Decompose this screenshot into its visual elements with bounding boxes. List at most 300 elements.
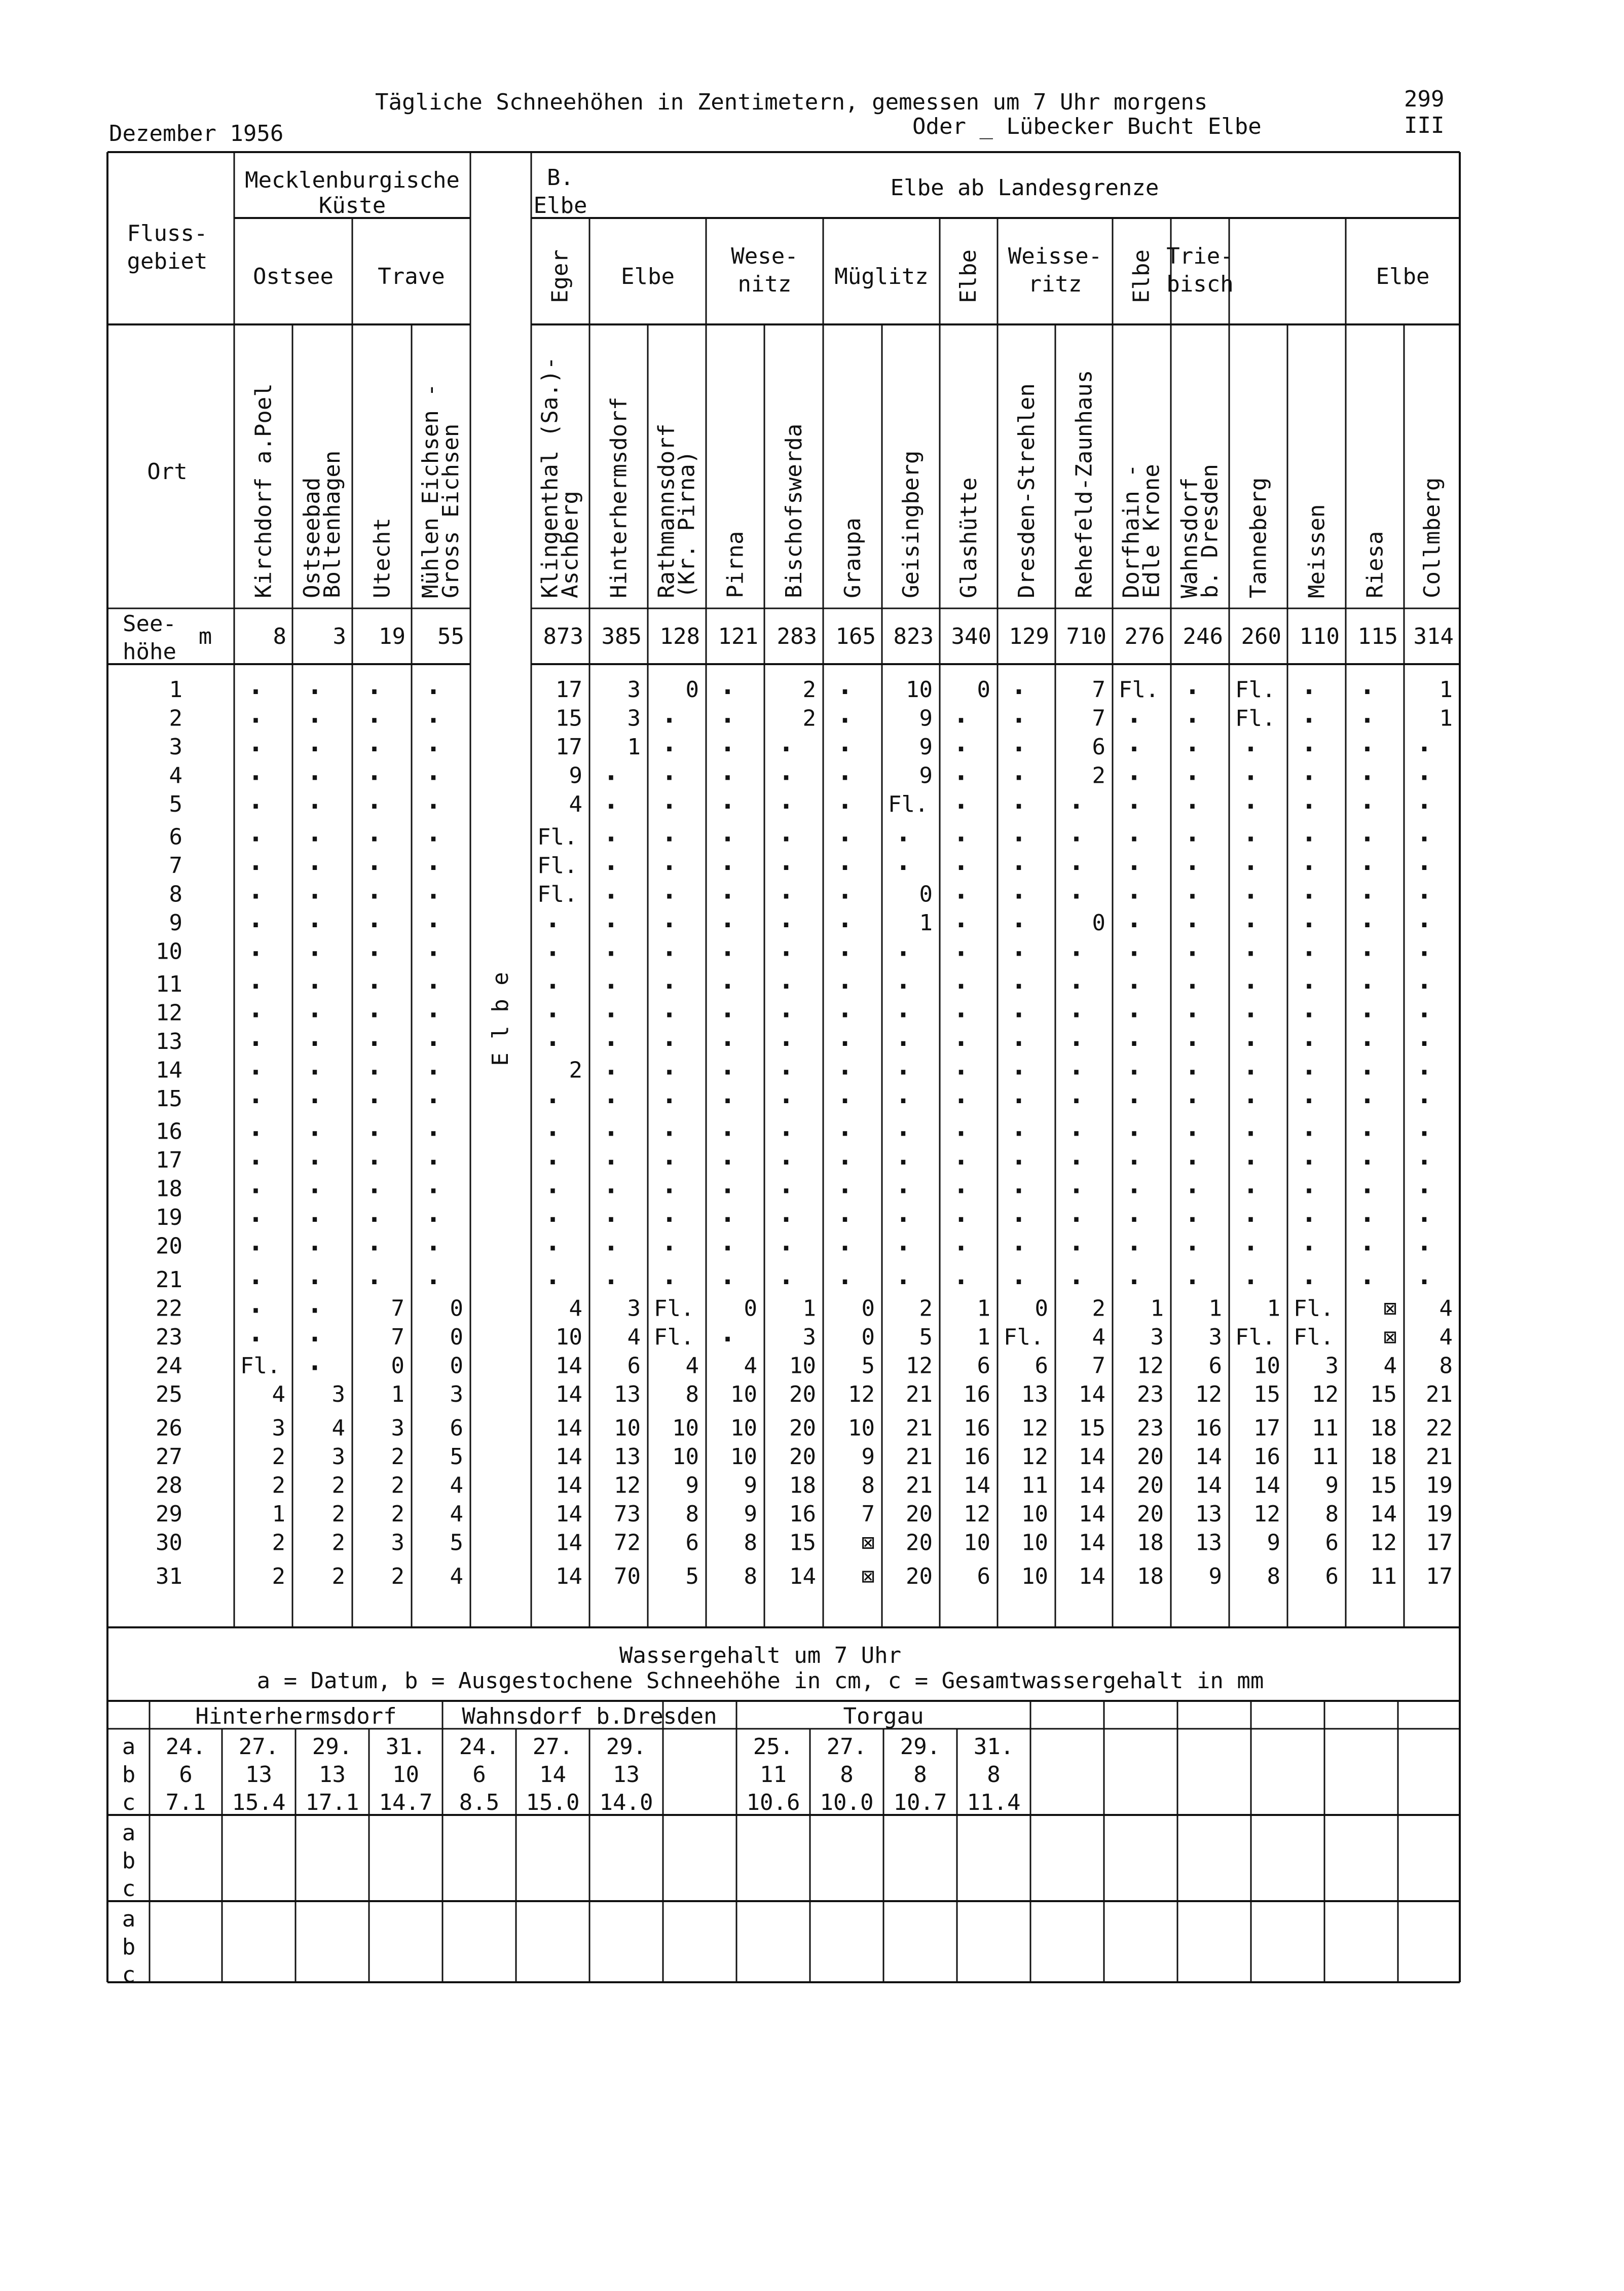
cell-value: ⊠ (861, 1530, 875, 1556)
water-value: 27. (238, 1734, 279, 1760)
empty-dot: . (895, 1141, 911, 1171)
cell-value: 0 (861, 1324, 875, 1350)
empty-dot: . (425, 756, 441, 787)
empty-dot: . (247, 875, 264, 905)
cell-value: 20 (789, 1444, 816, 1470)
cell-value: 7 (391, 1295, 404, 1322)
empty-dot: . (1359, 1050, 1376, 1081)
cell-value: 14 (556, 1530, 582, 1556)
empty-dot: . (1301, 1050, 1317, 1081)
station-elevation: 19 (379, 624, 405, 649)
cell-value: 12 (1253, 1501, 1280, 1527)
empty-dot: . (953, 932, 969, 963)
empty-dot: . (1359, 965, 1376, 995)
empty-dot: . (661, 1050, 678, 1081)
river-header-line2: ritz (1028, 271, 1082, 297)
empty-dot: . (247, 932, 264, 963)
cell-value: 18 (1137, 1563, 1164, 1589)
empty-dot: . (247, 1050, 264, 1081)
empty-dot: . (544, 932, 561, 963)
station-name: Wahnsdorf (1176, 477, 1203, 598)
station-name-line2: Edle Krone (1138, 464, 1165, 598)
empty-dot: . (953, 1198, 969, 1228)
water-value: 24. (165, 1734, 206, 1760)
empty-dot: . (1301, 728, 1317, 758)
cell-value: 12 (848, 1381, 875, 1407)
empty-dot: . (247, 699, 264, 730)
empty-dot: . (895, 965, 911, 995)
empty-dot: . (1416, 785, 1432, 815)
empty-dot: . (837, 932, 853, 963)
cell-value: 11 (1021, 1472, 1048, 1499)
station-elevation: 260 (1241, 624, 1281, 649)
empty-dot: . (425, 1050, 441, 1081)
empty-dot: . (1301, 965, 1317, 995)
cell-value: ⊠ (1383, 1324, 1397, 1350)
empty-dot: . (603, 1022, 619, 1052)
cell-value: 4 (627, 1324, 641, 1350)
day-number: 23 (156, 1324, 182, 1350)
station-elevation: 823 (893, 624, 934, 649)
empty-dot: . (603, 993, 619, 1024)
cell-value: 3 (1325, 1353, 1339, 1379)
empty-dot: . (603, 785, 619, 815)
empty-dot: . (307, 1022, 323, 1052)
cell-value: 21 (906, 1444, 933, 1470)
empty-dot: . (1011, 785, 1027, 815)
cell-value: 1 (1267, 1295, 1280, 1322)
empty-dot: . (603, 756, 619, 787)
empty-dot: . (366, 875, 383, 905)
empty-dot: . (953, 1112, 969, 1143)
cell-value: Fl. (1294, 1295, 1334, 1322)
cell-value: 14 (1370, 1501, 1397, 1527)
empty-dot: . (1242, 965, 1259, 995)
empty-dot: . (544, 1198, 561, 1228)
empty-dot: . (1011, 965, 1027, 995)
empty-dot: . (953, 1260, 969, 1291)
empty-dot: . (366, 670, 383, 701)
cell-value: 0 (1035, 1295, 1048, 1322)
station-name: Hinterhermsdorf (606, 396, 632, 598)
abc-row-label: b (122, 1934, 136, 1960)
empty-dot: . (1068, 1112, 1085, 1143)
day-number: 3 (169, 734, 182, 760)
empty-dot: . (719, 699, 736, 730)
empty-dot: . (247, 728, 264, 758)
station-name: Kirchdorf a.Poel (250, 383, 277, 598)
empty-dot: . (425, 1226, 441, 1257)
empty-dot: . (661, 1169, 678, 1200)
cell-value: 1 (1208, 1295, 1222, 1322)
empty-dot: . (603, 846, 619, 877)
volume-number: III (1404, 113, 1445, 138)
cell-value: 1 (391, 1381, 404, 1407)
cell-value: 10 (672, 1415, 699, 1441)
empty-dot: . (661, 699, 678, 730)
cell-value: 6 (1325, 1530, 1339, 1556)
group-header-b-elbe-line2: Elbe (533, 193, 587, 219)
river-header: Elbe (955, 249, 981, 303)
empty-dot: . (1184, 932, 1201, 963)
empty-dot: . (247, 965, 264, 995)
empty-dot: . (1184, 1050, 1201, 1081)
empty-dot: . (1359, 1198, 1376, 1228)
abc-row-label: a (122, 1734, 136, 1760)
cell-value: 1 (1439, 705, 1453, 732)
cell-value: Fl. (537, 853, 578, 879)
water-value: 13 (245, 1762, 272, 1788)
empty-dot: . (544, 965, 561, 995)
empty-dot: . (1359, 846, 1376, 877)
cell-value: 2 (391, 1472, 404, 1499)
station-elevation: 8 (273, 624, 286, 649)
cell-value: 4 (450, 1501, 463, 1527)
river-header: Eger (547, 249, 573, 303)
cell-value: 15 (1253, 1381, 1280, 1407)
empty-dot: . (1242, 1022, 1259, 1052)
empty-dot: . (1068, 965, 1085, 995)
cell-value: 2 (272, 1444, 285, 1470)
empty-dot: . (1242, 993, 1259, 1024)
empty-dot: . (1359, 1169, 1376, 1200)
cell-value: 6 (1035, 1353, 1048, 1379)
cell-value: 16 (1195, 1415, 1222, 1441)
cell-value: 19 (1426, 1501, 1453, 1527)
empty-dot: . (1359, 1112, 1376, 1143)
cell-value: 10 (556, 1324, 582, 1350)
cell-value: 3 (627, 1295, 641, 1322)
cell-value: 14 (1079, 1472, 1105, 1499)
empty-dot: . (425, 846, 441, 877)
cell-value: 4 (1383, 1353, 1397, 1379)
empty-dot: . (1359, 1079, 1376, 1110)
station-name: Ostseebad (299, 477, 325, 598)
empty-dot: . (1126, 699, 1142, 730)
empty-dot: . (1011, 1141, 1027, 1171)
empty-dot: . (661, 1112, 678, 1143)
empty-dot: . (778, 756, 794, 787)
cell-value: 2 (272, 1563, 285, 1589)
empty-dot: . (603, 1079, 619, 1110)
empty-dot: . (425, 1198, 441, 1228)
empty-dot: . (544, 1226, 561, 1257)
cell-value: 19 (1426, 1472, 1453, 1499)
cell-value: 2 (272, 1530, 285, 1556)
cell-value: 15 (789, 1530, 816, 1556)
cell-value: 0 (391, 1353, 404, 1379)
empty-dot: . (1068, 817, 1085, 848)
empty-dot: . (1359, 817, 1376, 848)
empty-dot: . (1301, 993, 1317, 1024)
empty-dot: . (603, 1169, 619, 1200)
empty-dot: . (1359, 1260, 1376, 1291)
cell-value: 0 (685, 677, 699, 703)
empty-dot: . (1359, 785, 1376, 815)
water-value: 13 (319, 1762, 346, 1788)
cell-value: 14 (1079, 1501, 1105, 1527)
empty-dot: . (1011, 756, 1027, 787)
cell-value: 5 (450, 1444, 463, 1470)
cell-value: 6 (627, 1353, 641, 1379)
cell-value: 20 (906, 1530, 933, 1556)
cell-value: 18 (1370, 1444, 1397, 1470)
cell-value: 8 (685, 1501, 699, 1527)
cell-value: 2 (331, 1530, 345, 1556)
station-elevation: 3 (333, 624, 346, 649)
cell-value: Fl. (537, 881, 578, 907)
empty-dot: . (307, 1260, 323, 1291)
page-number: 299 (1404, 86, 1445, 112)
empty-dot: . (1068, 1141, 1085, 1171)
empty-dot: . (837, 785, 853, 815)
cell-value: 15 (1370, 1472, 1397, 1499)
station-name: Dresden-Strehlen (1014, 383, 1040, 598)
empty-dot: . (953, 965, 969, 995)
empty-dot: . (1011, 932, 1027, 963)
empty-dot: . (1011, 846, 1027, 877)
cell-value: Fl. (1119, 677, 1159, 703)
empty-dot: . (307, 993, 323, 1024)
empty-dot: . (1184, 785, 1201, 815)
empty-dot: . (1011, 1079, 1027, 1110)
empty-dot: . (719, 1226, 736, 1257)
cell-value: 2 (1092, 1295, 1105, 1322)
empty-dot: . (1068, 846, 1085, 877)
empty-dot: . (953, 728, 969, 758)
river-header: Elbe (1376, 264, 1430, 289)
cell-value: 17 (1426, 1530, 1453, 1556)
empty-dot: . (1184, 1169, 1201, 1200)
empty-dot: . (1359, 1022, 1376, 1052)
empty-dot: . (603, 1112, 619, 1143)
empty-dot: . (1184, 846, 1201, 877)
water-value: 8 (840, 1762, 854, 1788)
empty-dot: . (544, 1141, 561, 1171)
station-elevation: 246 (1183, 624, 1223, 649)
cell-value: 14 (1195, 1472, 1222, 1499)
cell-value: 12 (906, 1353, 933, 1379)
river-header: Elbe (1128, 249, 1155, 303)
empty-dot: . (307, 1346, 323, 1377)
cell-value: 20 (789, 1415, 816, 1441)
station-name: Tanneberg (1245, 477, 1272, 598)
empty-dot: . (1184, 728, 1201, 758)
empty-dot: . (1011, 1050, 1027, 1081)
empty-dot: . (895, 932, 911, 963)
cell-value: 8 (744, 1563, 757, 1589)
empty-dot: . (719, 993, 736, 1024)
empty-dot: . (544, 993, 561, 1024)
water-value: 8 (913, 1762, 927, 1788)
cell-value: 18 (1137, 1530, 1164, 1556)
cell-value: 13 (1195, 1501, 1222, 1527)
empty-dot: . (1301, 699, 1317, 730)
empty-dot: . (661, 846, 678, 877)
cell-value: 0 (977, 677, 990, 703)
empty-dot: . (1242, 903, 1259, 934)
empty-dot: . (247, 1198, 264, 1228)
empty-dot: . (661, 903, 678, 934)
empty-dot: . (247, 670, 264, 701)
empty-dot: . (366, 785, 383, 815)
empty-dot: . (247, 1318, 264, 1348)
empty-dot: . (661, 1141, 678, 1171)
empty-dot: . (953, 993, 969, 1024)
empty-dot: . (1184, 875, 1201, 905)
empty-dot: . (1242, 932, 1259, 963)
empty-dot: . (247, 1112, 264, 1143)
empty-dot: . (1242, 1198, 1259, 1228)
empty-dot: . (1301, 1079, 1317, 1110)
cell-value: 1 (627, 734, 641, 760)
cell-value: 9 (1267, 1530, 1280, 1556)
empty-dot: . (895, 1079, 911, 1110)
empty-dot: . (1242, 728, 1259, 758)
abc-row-label: b (122, 1848, 136, 1874)
empty-dot: . (603, 932, 619, 963)
day-number: 27 (156, 1444, 182, 1470)
cell-value: 9 (861, 1444, 875, 1470)
cell-value: 3 (1150, 1324, 1164, 1350)
cell-value: 14 (556, 1381, 582, 1407)
empty-dot: . (1126, 1050, 1142, 1081)
cell-value: 8 (685, 1381, 699, 1407)
empty-dot: . (425, 785, 441, 815)
abc-row-label: c (122, 1962, 136, 1988)
empty-dot: . (1242, 817, 1259, 848)
cell-value: 12 (1312, 1381, 1339, 1407)
cell-value: 14 (1253, 1472, 1280, 1499)
cell-value: 8 (861, 1472, 875, 1499)
empty-dot: . (1301, 1260, 1317, 1291)
cell-value: 2 (1092, 762, 1105, 789)
empty-dot: . (837, 965, 853, 995)
empty-dot: . (603, 1226, 619, 1257)
seehoehe-label-line2: höhe (123, 639, 176, 665)
cell-value: Fl. (1294, 1324, 1334, 1350)
empty-dot: . (544, 1112, 561, 1143)
empty-dot: . (895, 1112, 911, 1143)
cell-value: 2 (391, 1501, 404, 1527)
empty-dot: . (307, 965, 323, 995)
empty-dot: . (661, 1079, 678, 1110)
day-number: 25 (156, 1381, 182, 1407)
abc-row-label: b (122, 1762, 136, 1788)
cell-value: 14 (556, 1563, 582, 1589)
cell-value: 14 (556, 1415, 582, 1441)
empty-dot: . (247, 1079, 264, 1110)
cell-value: 2 (391, 1563, 404, 1589)
empty-dot: . (953, 785, 969, 815)
station-elevation: 873 (543, 624, 583, 649)
empty-dot: . (778, 1169, 794, 1200)
cell-value: 21 (1426, 1381, 1453, 1407)
empty-dot: . (778, 903, 794, 934)
abc-row-label: a (122, 1906, 136, 1932)
empty-dot: . (837, 817, 853, 848)
cell-value: 20 (906, 1501, 933, 1527)
cell-value: 1 (1150, 1295, 1164, 1322)
water-value: 11 (760, 1762, 787, 1788)
cell-value: Fl. (1235, 705, 1276, 732)
river-header-line2: bisch (1166, 271, 1234, 297)
empty-dot: . (719, 875, 736, 905)
empty-dot: . (778, 1226, 794, 1257)
cell-value: 15 (1370, 1381, 1397, 1407)
day-number: 18 (156, 1176, 182, 1202)
cell-value: 14 (789, 1563, 816, 1589)
water-value: 8 (987, 1762, 1001, 1788)
empty-dot: . (1359, 670, 1376, 701)
station-name: Riesa (1362, 531, 1388, 598)
station-elevation: 121 (718, 624, 758, 649)
empty-dot: . (837, 1022, 853, 1052)
empty-dot: . (778, 1198, 794, 1228)
empty-dot: . (837, 699, 853, 730)
empty-dot: . (247, 1260, 264, 1291)
ort-label: Ort (147, 459, 188, 485)
empty-dot: . (1301, 903, 1317, 934)
empty-dot: . (307, 1141, 323, 1171)
cell-value: 2 (391, 1444, 404, 1470)
empty-dot: . (366, 965, 383, 995)
cell-value: 16 (789, 1501, 816, 1527)
cell-value: 11 (1370, 1563, 1397, 1589)
abc-row-label: a (122, 1820, 136, 1846)
empty-dot: . (719, 817, 736, 848)
cell-value: 23 (1137, 1415, 1164, 1441)
cell-value: 16 (964, 1415, 990, 1441)
water-section-title: Wassergehalt um 7 Uhr (619, 1643, 902, 1668)
seehoehe-unit: m (198, 624, 212, 649)
station-name: Dorfhain - (1118, 464, 1145, 598)
empty-dot: . (307, 1318, 323, 1348)
water-value: 11.4 (967, 1790, 1021, 1815)
station-elevation: 340 (951, 624, 991, 649)
empty-dot: . (1126, 1260, 1142, 1291)
station-name: Bischofswerda (781, 423, 807, 598)
empty-dot: . (719, 1260, 736, 1291)
station-elevation: 283 (777, 624, 817, 649)
day-number: 2 (169, 705, 182, 732)
cell-value: 4 (1439, 1324, 1453, 1350)
empty-dot: . (778, 1050, 794, 1081)
empty-dot: . (1068, 932, 1085, 963)
cell-value: 2 (919, 1295, 933, 1322)
cell-value: 0 (861, 1295, 875, 1322)
cell-value: Fl. (654, 1295, 694, 1322)
empty-dot: . (425, 1079, 441, 1110)
day-number: 21 (156, 1267, 182, 1293)
cell-value: 11 (1312, 1444, 1339, 1470)
cell-value: 21 (906, 1472, 933, 1499)
empty-dot: . (603, 817, 619, 848)
empty-dot: . (778, 785, 794, 815)
empty-dot: . (1126, 903, 1142, 934)
empty-dot: . (366, 756, 383, 787)
empty-dot: . (1184, 756, 1201, 787)
empty-dot: . (1126, 756, 1142, 787)
day-number: 7 (169, 853, 182, 879)
empty-dot: . (425, 903, 441, 934)
empty-dot: . (661, 817, 678, 848)
station-name: Mühlen Eichsen - (418, 383, 444, 598)
cell-value: 6 (1325, 1563, 1339, 1589)
empty-dot: . (1126, 1226, 1142, 1257)
cell-value: 73 (614, 1501, 641, 1527)
day-number: 20 (156, 1233, 182, 1259)
